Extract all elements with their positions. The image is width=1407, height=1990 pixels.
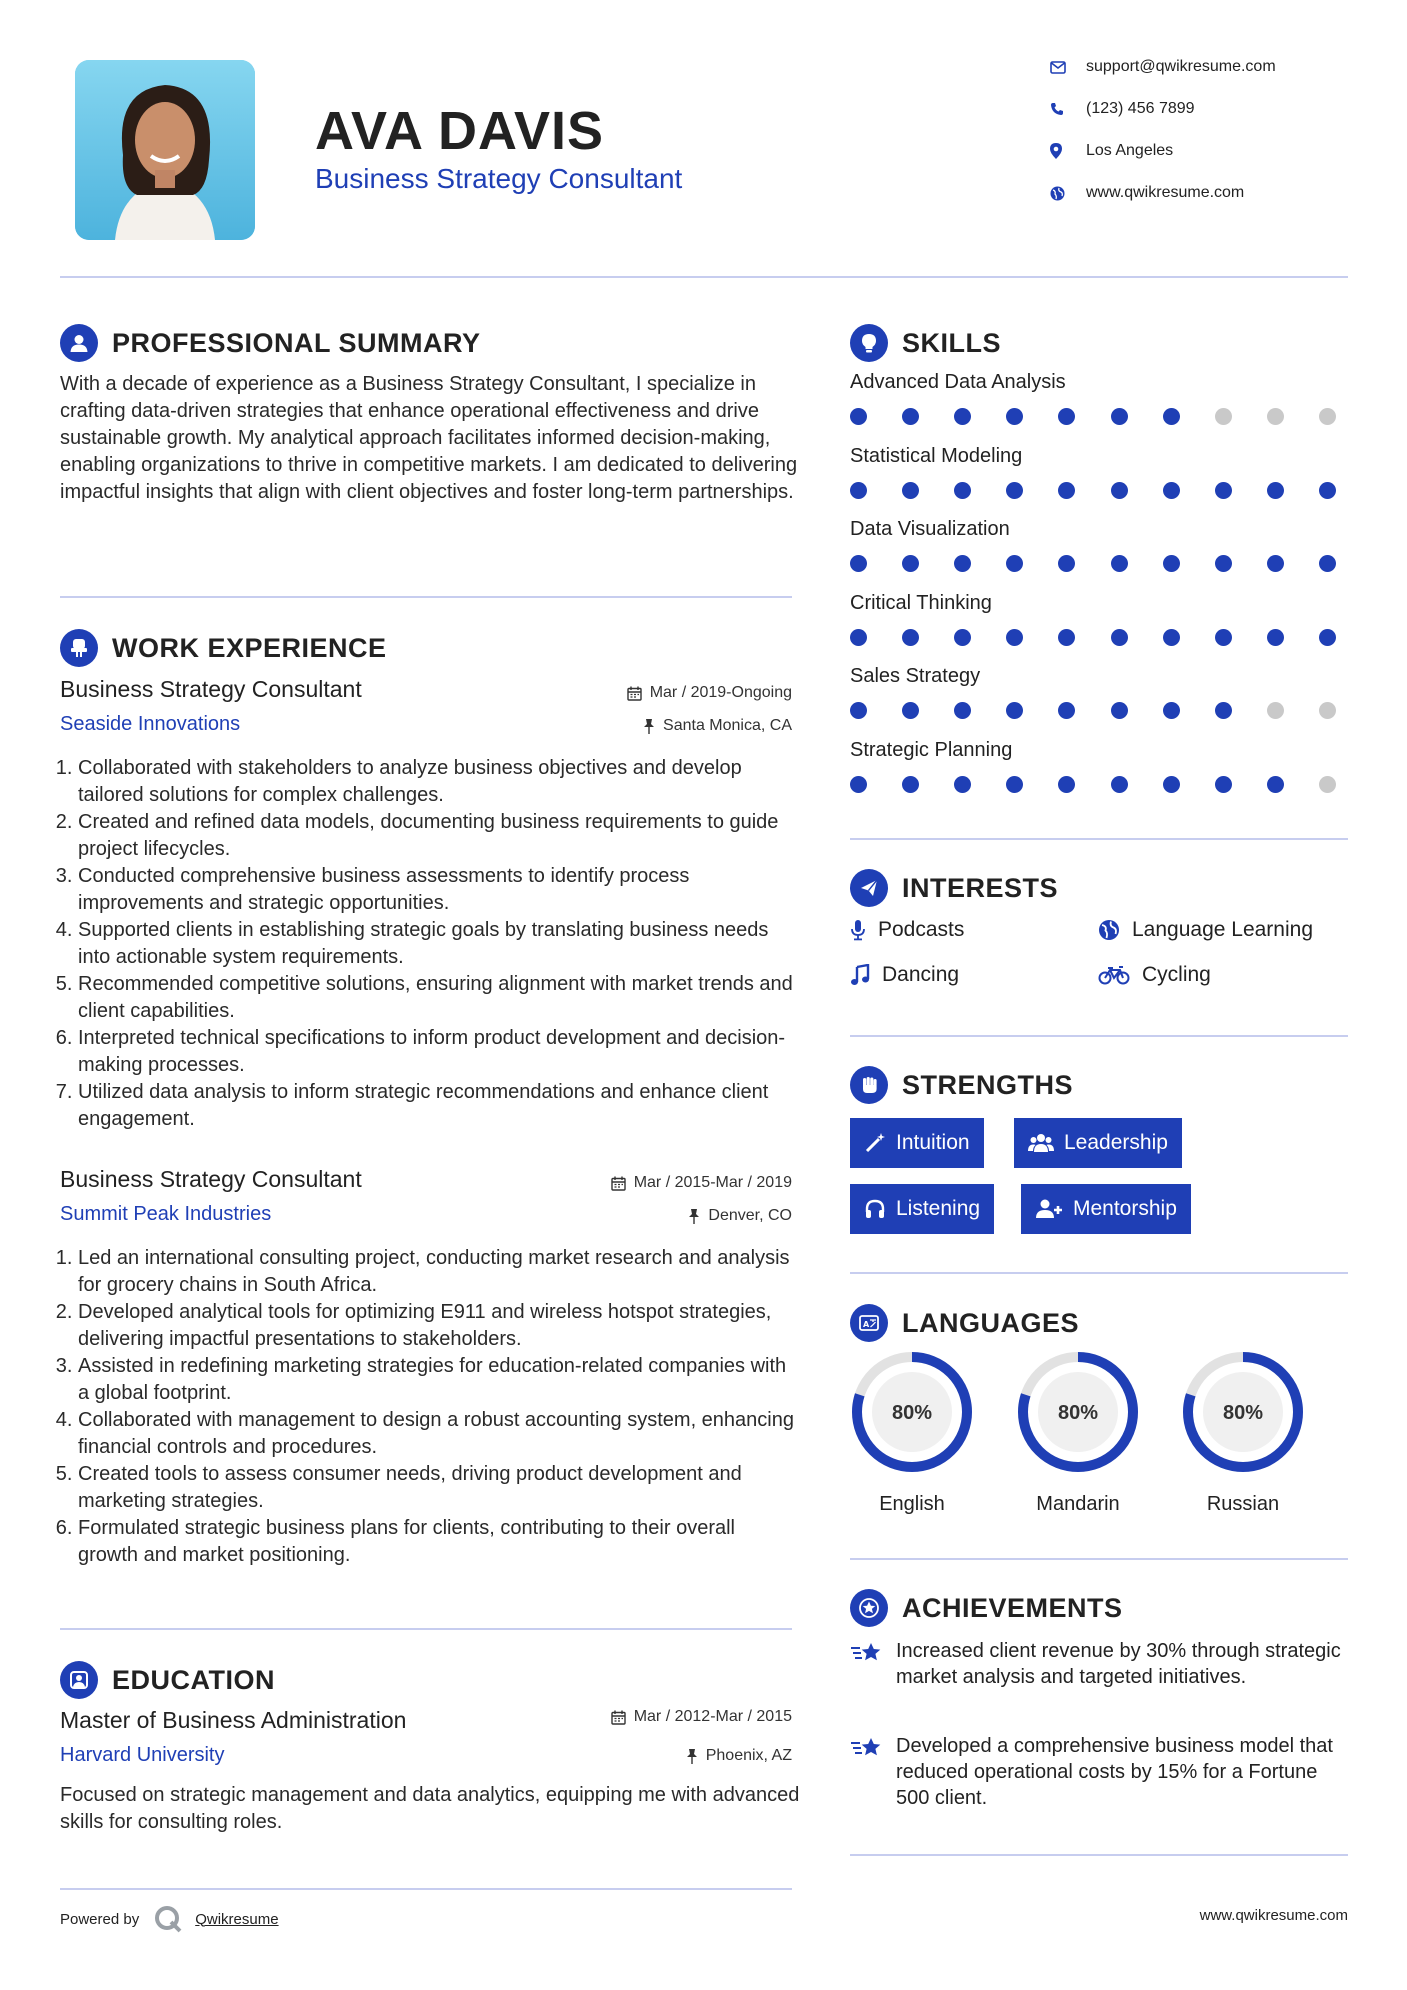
brand-link[interactable]: Qwikresume — [195, 1910, 279, 1928]
rating-dot-filled — [954, 408, 971, 425]
skill-rating — [850, 555, 1336, 572]
education-date-text: Mar / 2012-Mar / 2015 — [633, 1708, 792, 1725]
list-item: 1. Led an international consulting project, conducting market research and analysis for grocery chains in South Africa. — [78, 1245, 800, 1299]
skill-name: Statistical Modeling — [850, 444, 1023, 467]
list-item: 2. Created and refined data models, documenting business requirements to guide project lifecycles. — [78, 809, 800, 863]
language-item — [1181, 1350, 1305, 1516]
qwikresume-logo-icon — [153, 1904, 183, 1934]
microphone-icon — [850, 919, 866, 941]
star-badge-icon — [850, 1589, 888, 1627]
rating-dot-empty — [1267, 702, 1284, 719]
job-title: Business Strategy Consultant — [60, 1166, 362, 1192]
skills-list — [850, 371, 1348, 812]
job-duties-list — [60, 755, 800, 1133]
pushpin-icon — [688, 1208, 700, 1224]
list-item: 6. Formulated strategic business plans for clients, contributing to their overall growth and market positioning. — [78, 1515, 800, 1569]
language-name: Russian — [1206, 1493, 1280, 1515]
rating-dot-filled — [1111, 702, 1128, 719]
map-pin-icon — [1050, 143, 1086, 159]
achievement-item — [850, 1638, 1348, 1690]
rating-dot-filled — [850, 482, 867, 499]
interest-label: Cycling — [1142, 963, 1211, 986]
globe-icon — [1050, 186, 1086, 201]
rating-dot-filled — [1319, 555, 1336, 572]
rating-dot-filled — [1111, 629, 1128, 646]
education-divider — [60, 1888, 792, 1890]
rating-dot-filled — [954, 629, 971, 646]
rating-dot-filled — [1163, 555, 1180, 572]
interest-label: Dancing — [882, 963, 960, 986]
languages-header — [850, 1303, 1079, 1343]
job-date — [500, 1174, 792, 1192]
contact-phone-text: (123) 456 7899 — [1086, 100, 1195, 117]
education-header — [60, 1660, 275, 1700]
job-title: Business Strategy Consultant — [60, 676, 362, 702]
strength-chip — [850, 1118, 984, 1168]
envelope-icon — [1050, 61, 1086, 74]
skill-rating — [850, 776, 1336, 793]
rating-dot-empty — [1319, 408, 1336, 425]
languages-divider — [850, 1558, 1348, 1560]
list-item: 3. Assisted in redefining marketing strategies for education-related companies with a global footprint. — [78, 1353, 800, 1407]
strength-label: Intuition — [896, 1131, 970, 1154]
contact-website-text: www.qwikresume.com — [1086, 184, 1245, 201]
job-date — [500, 684, 792, 702]
language-percent: 80% — [1222, 1402, 1264, 1424]
language-item — [1016, 1350, 1140, 1516]
footer-website[interactable]: www.qwikresume.com — [1199, 1907, 1348, 1924]
rating-dot-filled — [850, 702, 867, 719]
contact-location — [1050, 142, 1380, 160]
language-percent: 80% — [1057, 1402, 1099, 1424]
rating-dot-filled — [1215, 555, 1232, 572]
headphones-icon — [864, 1198, 886, 1220]
rating-dot-filled — [1058, 776, 1075, 793]
rating-dot-filled — [1319, 482, 1336, 499]
profile-photo — [75, 60, 255, 240]
list-item: 7. Utilized data analysis to inform strategic recommendations and enhance client engagement. — [78, 1079, 800, 1133]
rating-dot-filled — [902, 482, 919, 499]
experience-header — [60, 628, 387, 668]
rating-dot-filled — [1111, 555, 1128, 572]
rating-dot-filled — [1058, 555, 1075, 572]
rating-dot-filled — [1111, 482, 1128, 499]
skill-item — [850, 445, 1348, 519]
skill-item — [850, 518, 1348, 592]
briefcase-icon — [60, 629, 98, 667]
language-item — [850, 1350, 974, 1516]
interest-item — [850, 963, 959, 987]
footer-powered — [60, 1904, 279, 1934]
pushpin-icon — [643, 718, 655, 734]
strengths-divider — [850, 1272, 1348, 1274]
rating-dot-filled — [902, 776, 919, 793]
users-icon — [1028, 1132, 1054, 1154]
pushpin-icon — [686, 1748, 698, 1764]
education-heading: EDUCATION — [112, 1664, 275, 1695]
language-name: English — [879, 1493, 945, 1515]
job-location — [500, 1207, 792, 1225]
strengths-header — [850, 1065, 1073, 1105]
achievement-text: Developed a comprehensive business model that reduced operational costs by 15% for a Fortune 500 client. — [896, 1735, 1333, 1809]
contact-website[interactable] — [1050, 184, 1380, 202]
candidate-name: AVA DAVIS — [315, 101, 605, 161]
calendar-icon — [611, 1710, 626, 1725]
summary-text: With a decade of experience as a Business Strategy Consultant, I specialize in crafting data-driven strategies that enhance operational effectiveness and drive sustainable growth. My analytical approach facilitates informed decision-making, enabling organizations to thrive in competitive markets. I am dedicated to delivering impactful insights that align with client objectives and foster long-term partnerships. — [60, 373, 798, 503]
skills-divider — [850, 838, 1348, 840]
language-progress-ring — [1016, 1350, 1140, 1474]
contact-location-text: Los Angeles — [1086, 142, 1174, 159]
list-item: 2. Developed analytical tools for optimizing E911 and wireless hotspot strategies, delivering impactful presentations to stakeholders. — [78, 1299, 800, 1353]
interest-label: Language Learning — [1132, 918, 1314, 941]
candidate-title: Business Strategy Consultant — [315, 163, 683, 194]
rating-dot-filled — [1267, 776, 1284, 793]
list-item: 4. Supported clients in establishing strategic goals by translating business needs into actionable system requirements. — [78, 917, 800, 971]
degree-title: Master of Business Administration — [60, 1707, 407, 1733]
rating-dot-filled — [1215, 629, 1232, 646]
rating-dot-empty — [1319, 776, 1336, 793]
rating-dot-filled — [1267, 629, 1284, 646]
rating-dot-filled — [1111, 408, 1128, 425]
language-icon — [850, 1304, 888, 1342]
job-date-text: Mar / 2019-Ongoing — [649, 684, 792, 701]
rating-dot-filled — [1163, 482, 1180, 499]
bicycle-icon — [1098, 965, 1130, 985]
skill-name: Advanced Data Analysis — [850, 371, 1066, 393]
interest-label: Podcasts — [878, 918, 965, 941]
achievements-header — [850, 1588, 1123, 1628]
rating-dot-filled — [1163, 702, 1180, 719]
skill-rating — [850, 629, 1336, 646]
rating-dot-filled — [954, 702, 971, 719]
achievements-divider — [850, 1854, 1348, 1856]
globe-icon — [1098, 919, 1120, 941]
skill-rating — [850, 702, 1336, 719]
skill-rating — [850, 482, 1336, 499]
school-name: Harvard University — [60, 1744, 225, 1766]
list-item: 6. Interpreted technical specifications to inform product development and decision-making processes. — [78, 1025, 800, 1079]
strength-chip — [1014, 1118, 1182, 1168]
languages-heading: LANGUAGES — [902, 1307, 1080, 1338]
rating-dot-filled — [850, 776, 867, 793]
rating-dot-empty — [1319, 702, 1336, 719]
strength-label: Leadership — [1064, 1131, 1168, 1154]
experience-heading: WORK EXPERIENCE — [112, 632, 387, 663]
rating-dot-filled — [1006, 702, 1023, 719]
rating-dot-filled — [1163, 629, 1180, 646]
language-percent: 80% — [891, 1402, 933, 1424]
svg-text:A: A — [863, 1320, 870, 1329]
job-company: Seaside Innovations — [60, 713, 241, 735]
strength-chip — [1021, 1184, 1191, 1234]
rating-dot-filled — [902, 629, 919, 646]
language-progress-ring — [1181, 1350, 1305, 1474]
contact-phone[interactable] — [1050, 100, 1380, 118]
rating-dot-filled — [1215, 482, 1232, 499]
rating-dot-filled — [850, 555, 867, 572]
interest-item — [1098, 918, 1313, 942]
rating-dot-filled — [1006, 776, 1023, 793]
interests-header — [850, 868, 1058, 908]
rating-dot-filled — [902, 702, 919, 719]
skills-heading: SKILLS — [902, 327, 1002, 358]
summary-heading: PROFESSIONAL SUMMARY — [112, 327, 481, 358]
summary-header — [60, 323, 481, 363]
skill-name: Critical Thinking — [850, 591, 992, 614]
skill-rating — [850, 408, 1336, 425]
skill-name: Sales Strategy — [850, 665, 981, 687]
skill-item — [850, 371, 1348, 445]
skill-item — [850, 592, 1348, 666]
header-divider — [60, 276, 1348, 278]
achievements-heading: ACHIEVEMENTS — [902, 1592, 1123, 1623]
rating-dot-filled — [954, 482, 971, 499]
lightbulb-icon — [850, 324, 888, 362]
user-plus-icon — [1035, 1198, 1063, 1220]
experience-divider — [60, 1628, 792, 1630]
shooting-star-icon — [850, 1735, 884, 1761]
rating-dot-filled — [1267, 555, 1284, 572]
skill-item — [850, 739, 1348, 813]
achievement-item — [850, 1733, 1348, 1811]
contact-email[interactable] — [1050, 58, 1380, 76]
phone-icon — [1050, 102, 1086, 116]
job-location-text: Santa Monica, CA — [663, 717, 792, 734]
rating-dot-filled — [1163, 776, 1180, 793]
rating-dot-filled — [1111, 776, 1128, 793]
interests-divider — [850, 1035, 1348, 1037]
list-item: 5. Recommended competitive solutions, ensuring alignment with market trends and client capabilities. — [78, 971, 800, 1025]
job-location — [500, 717, 792, 735]
calendar-icon — [627, 686, 642, 701]
powered-by-label: Powered by — [60, 1910, 140, 1928]
rating-dot-filled — [1058, 629, 1075, 646]
rating-dot-filled — [1006, 408, 1023, 425]
contact-email-text: support@qwikresume.com — [1086, 58, 1276, 75]
list-item: 1. Collaborated with stakeholders to analyze business objectives and develop tailored solutions for complex challenges. — [78, 755, 800, 809]
rating-dot-filled — [1006, 482, 1023, 499]
summary-divider — [60, 596, 792, 598]
rating-dot-filled — [1215, 702, 1232, 719]
music-note-icon — [850, 964, 870, 986]
achievement-text: Increased client revenue by 30% through strategic market analysis and targeted initiatives. — [896, 1640, 1341, 1688]
rating-dot-filled — [954, 776, 971, 793]
skill-name: Strategic Planning — [850, 738, 1013, 761]
education-location-text: Phoenix, AZ — [705, 1747, 792, 1764]
education-date — [500, 1708, 792, 1726]
list-item: 4. Collaborated with management to design a robust accounting system, enhancing financial controls and procedures. — [78, 1407, 800, 1461]
rating-dot-filled — [1058, 408, 1075, 425]
job-company: Summit Peak Industries — [60, 1203, 272, 1225]
list-item: 5. Created tools to assess consumer needs, driving product development and marketing strategies. — [78, 1461, 800, 1515]
rating-dot-filled — [954, 555, 971, 572]
magic-wand-icon — [864, 1132, 886, 1154]
rating-dot-filled — [1058, 482, 1075, 499]
rating-dot-filled — [902, 555, 919, 572]
rating-dot-filled — [1006, 555, 1023, 572]
strengths-heading: STRENGTHS — [902, 1069, 1074, 1100]
rating-dot-filled — [1215, 776, 1232, 793]
job-duties-list — [60, 1245, 800, 1569]
rating-dot-filled — [1267, 482, 1284, 499]
calendar-icon — [611, 1176, 626, 1191]
strength-label: Listening — [896, 1197, 981, 1220]
graduate-icon — [60, 1661, 98, 1699]
rating-dot-filled — [1006, 629, 1023, 646]
list-item: 3. Conducted comprehensive business assessments to identify process improvements and strategic opportunities. — [78, 863, 800, 917]
language-progress-ring — [850, 1350, 974, 1474]
fist-icon — [850, 1066, 888, 1104]
education-text: Focused on strategic management and data analytics, equipping me with advanced skills for consulting roles. — [60, 1784, 800, 1833]
rating-dot-filled — [1058, 702, 1075, 719]
education-location — [500, 1747, 792, 1765]
paper-plane-icon — [850, 869, 888, 907]
interests-heading: INTERESTS — [902, 872, 1059, 903]
rating-dot-filled — [902, 408, 919, 425]
rating-dot-empty — [1267, 408, 1284, 425]
interest-item — [850, 918, 964, 942]
rating-dot-filled — [1319, 629, 1336, 646]
strength-label: Mentorship — [1073, 1197, 1177, 1220]
rating-dot-filled — [1163, 408, 1180, 425]
shooting-star-icon — [850, 1640, 884, 1666]
skill-item — [850, 665, 1348, 739]
language-name: Mandarin — [1036, 1493, 1120, 1515]
job-date-text: Mar / 2015-Mar / 2019 — [633, 1174, 792, 1191]
interest-item — [1098, 963, 1211, 987]
rating-dot-filled — [850, 408, 867, 425]
skills-header — [850, 323, 1001, 363]
rating-dot-filled — [850, 629, 867, 646]
user-icon — [60, 324, 98, 362]
rating-dot-empty — [1215, 408, 1232, 425]
job-location-text: Denver, CO — [708, 1207, 792, 1224]
skill-name: Data Visualization — [850, 518, 1010, 540]
strength-chip — [850, 1184, 994, 1234]
